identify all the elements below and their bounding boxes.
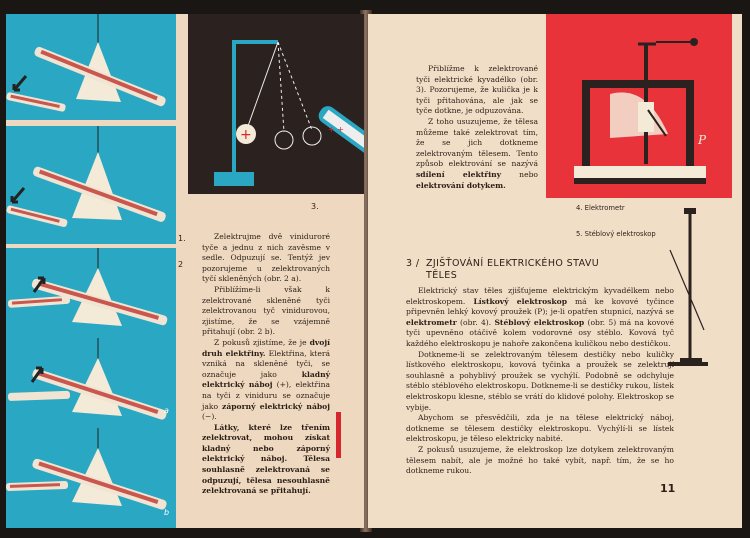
figure-1b-panel [6, 126, 176, 244]
section-paragraph-1: Elektrický stav těles zjišťujeme elektrickým kyvadélkem nebo elektroskopem. Lístkový elektroskop má ke kovové tyčince připevněn lehký kovový proužek (P); je-li opatřen stupnicí, nazývá se elektrometr (obr. 4). Stéblový elektroskop (obr. 5) má na kovové tyči upevněno otáčivě kolem vodorovné osy stéblo. Kovová tyč každého elektroskopu je nahoře zakončena kuličkou nebo destičkou. [406, 286, 674, 348]
red-margin-marker [336, 412, 341, 458]
svg-text:+: + [240, 127, 252, 143]
rod-saddle-illustration-2 [6, 126, 176, 244]
figure-1-panel [6, 14, 176, 120]
paragraph-3: Z pokusů zjistíme, že je dvojí druh elektřiny. Elektřina, která vzniká na skleněné tyči, se označuje jako kladný elektrický náboj (+), elektřina na tyči z viniduru se označuje jako záporný elektrický náboj (−). [202, 337, 330, 422]
right-page [368, 14, 742, 528]
caption-5: 5. Stéblový elektroskop [576, 230, 656, 238]
section-paragraph-4: Z pokusů usuzujeme, že elektroskop lze dotykem zelektrovaným tělesem nabít, ale je možné ho také vybít, např. tím, že se ho dotkneme rukou. [406, 444, 674, 476]
svg-text:+ +: + + [328, 125, 344, 134]
right-paragraph-2: Z toho usuzujeme, že tělesa můžeme také zelektrovat tím, že se jich dotkneme zelektrovaným tělesem. Tento způsob elektrování se nazývá sdílení elektřiny nebo elektrování dotykem. [416, 116, 539, 190]
left-text-column [202, 232, 330, 497]
rod-attraction-illustrations [6, 248, 176, 528]
figure-label-2: 2 [178, 260, 184, 269]
rod-saddle-illustration [6, 14, 176, 120]
figure-3-panel [188, 14, 364, 194]
electric-pendulum-illustration [188, 14, 364, 194]
section-paragraph-2: Dotkneme-li se zelektrovaným tělesem destičky nebo kuličky lístkového elektroskopu, kovová tyčinka a proužek se zelektrují souhlasně a pohyblivý proužek se vychýlí. Podobně se odchyluje stéblo stéblového elektroskopu. Dotkneme-li se destičky rukou, lístek elektroskopu klesne, stéblo se vrátí do klidové polohy. Elektroskop se vybije. [406, 349, 674, 412]
page-number: 11 [660, 482, 676, 495]
left-page [6, 14, 364, 528]
right-main-text [406, 286, 674, 477]
section-title-line-1: ZJIŠŤOVÁNÍ ELEKTRICKÉHO STAVU [426, 258, 600, 269]
section-paragraph-3: Abychom se přesvědčili, zda je na tělese elektrický náboj, dotkneme se tělesem destičky elektroskopu. Vychýlí-li se lístek elektroskopu, je těleso elektricky nabité. [406, 413, 674, 444]
paragraph-1: Zelektrujme dvě viniduroré tyče a jednu z nich zavěsme v sedle. Odpuzují se. Tentýž jev pozorujeme u zelektrovaných tyčí skleněných (obr. 2 a). [202, 232, 330, 284]
paragraph-2: Přiblížíme-li však k zelektrované skleněné tyči zelektrovanou tyč vinidurovou, zjistíme, že se vzájemně přitahují (obr. 2 b). [202, 284, 330, 337]
figure-label-3: 3. [311, 202, 319, 211]
figure-p-label: P [698, 133, 707, 147]
right-paragraph-1: Přiblížme k zelektrované tyči elektrické kyvadélko (obr. 3). Pozorujeme, že kulička je k tyči přitahována, ale jak se tyče dotkne, je odpuzována. [416, 64, 538, 116]
section-title-line-2: TĚLES [426, 270, 458, 281]
figure-label-b: b [164, 508, 170, 517]
section-number: 3 / [406, 258, 420, 269]
figure-2-panel [6, 248, 176, 528]
figure-label-a: a [164, 406, 169, 415]
rule-paragraph: Látky, které lze třením zelektrovat, mohou získat kladný nebo záporný elektrický náboj. Tělesa souhlasně zelektrovaná se odpuzují, tělesa nesouhlasně zelektrovaná se přitahují. [202, 422, 330, 496]
caption-4: 4. Elektrometr [576, 204, 625, 212]
figure-label-1: 1. [178, 234, 186, 243]
